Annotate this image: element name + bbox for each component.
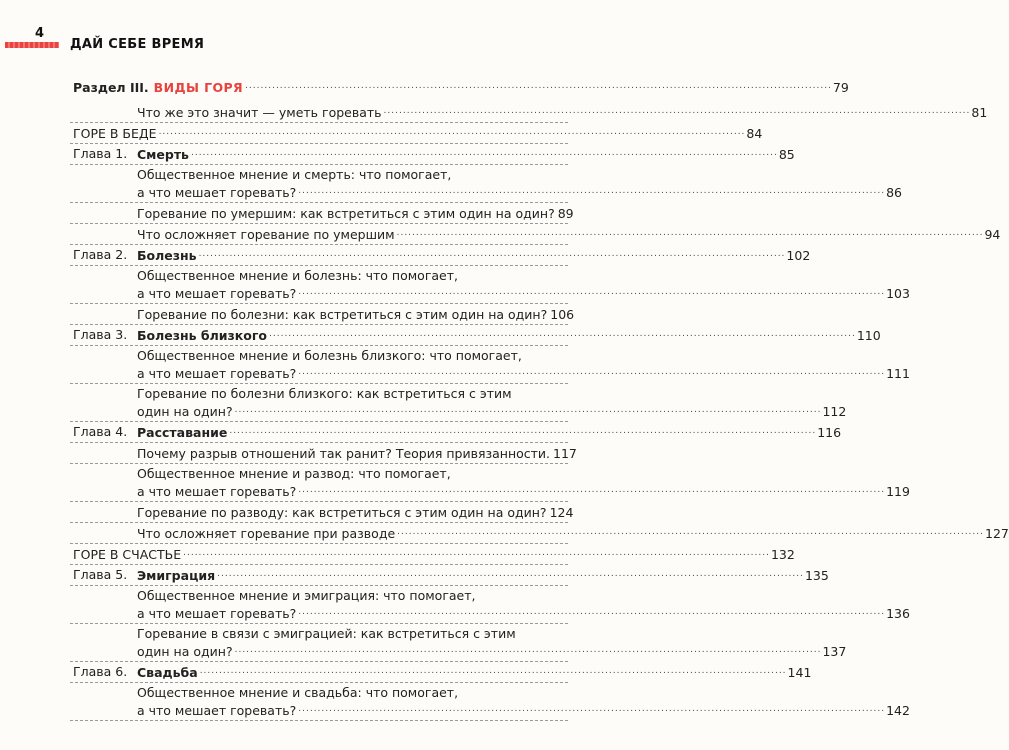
leader-dots: ........................................................................................................................................................: [199, 666, 787, 676]
chapter-label: Глава 3.: [73, 327, 128, 342]
toc-chapter: [0, 247, 811, 263]
entry-title: Горевание по умершим: как встретиться с этим один на один?: [137, 206, 555, 221]
page-ref: 106: [550, 307, 575, 322]
page-ref: 86: [886, 185, 903, 200]
toc-chapter: [0, 424, 842, 440]
entry-title-line1: Горевание в связи с эмиграцией: как встретиться с этим: [137, 626, 516, 641]
toc-chapter: [0, 327, 881, 343]
page-ref: 84: [746, 126, 763, 141]
leader-dots: ........................................................................................................................................................: [234, 645, 822, 655]
page-ref: 103: [886, 286, 910, 301]
divider: [70, 164, 568, 165]
toc-entry: [0, 483, 910, 499]
toc-entry-line: [0, 685, 600, 700]
toc-entry: [0, 285, 910, 301]
toc-entry: [0, 702, 910, 718]
leader-dots: ........................................................................................................................................................: [298, 607, 886, 617]
leader-dots: ........................................................................................................................................................: [298, 287, 886, 297]
toc-entry: [0, 184, 903, 200]
toc-section: [0, 125, 763, 141]
leader-dots: ........................................................................................................................................................: [217, 569, 804, 579]
page-ref: 124: [549, 505, 574, 520]
entry-title-line2: а что мешает горевать?: [137, 185, 297, 200]
entry-title: Горевание по болезни: как встретиться с этим один на один?: [137, 307, 548, 322]
entry-title-line2: а что мешает горевать?: [137, 484, 297, 499]
page-ref: 137: [822, 644, 847, 659]
chapter-title: Болезнь близкого: [137, 328, 267, 343]
toc-entry: [0, 605, 910, 621]
toc-entry-line: [0, 268, 600, 283]
entry-title-line1: Горевание по болезни близкого: как встретиться с этим: [137, 386, 512, 401]
page-ref: 135: [804, 568, 829, 583]
section-title: ГОРЕ В БЕДЕ: [73, 126, 157, 141]
page-ref: 112: [822, 404, 847, 419]
divider: [70, 463, 568, 464]
leader-dots: ........................................................................................................................................................: [396, 228, 984, 238]
toc-entry: [0, 445, 600, 460]
entry-title-line1: Общественное мнение и болезнь близкого: что помогает,: [137, 348, 522, 363]
chapter-label: Глава 6.: [73, 664, 128, 679]
leader-dots: ........................................................................................................................................................: [198, 249, 786, 259]
leader-dots: ........................................................................................................................................................: [298, 367, 886, 377]
page-ref: 117: [553, 446, 577, 461]
chapter-title: Эмиграция: [137, 568, 216, 583]
divider: [70, 720, 568, 721]
divider: [70, 324, 568, 325]
entry-title: Что осложняет горевание по умершим: [137, 227, 395, 242]
page-ref: 116: [817, 425, 842, 440]
toc-part: [0, 79, 849, 95]
divider: [70, 682, 568, 683]
page-ref: 142: [886, 703, 910, 718]
leader-dots: ........................................................................................................................................................: [269, 329, 856, 339]
leader-dots: ........................................................................................................................................................: [245, 81, 832, 91]
page-ref: 136: [886, 606, 910, 621]
toc-section: [0, 546, 795, 562]
entry-title-line2: а что мешает горевать?: [137, 703, 297, 718]
toc-entry: [0, 104, 988, 120]
page-ref: 79: [832, 80, 849, 95]
entry-title-line1: Общественное мнение и развод: что помогает,: [137, 466, 451, 481]
divider: [70, 143, 568, 144]
divider: [70, 522, 568, 523]
chapter-label: Глава 5.: [73, 567, 128, 582]
toc-entry-line: [0, 386, 600, 401]
leader-dots: ........................................................................................................................................................: [183, 548, 770, 558]
chapter-label: Глава 2.: [73, 247, 128, 262]
toc-entry-line: [0, 348, 600, 363]
toc-entry-line: [0, 466, 600, 481]
part-title: ВИДЫ ГОРЯ: [153, 80, 244, 95]
toc-chapter: [0, 146, 795, 162]
divider: [70, 661, 568, 662]
toc-entry: [0, 306, 600, 321]
toc-entry: [0, 365, 910, 381]
leader-dots: ........................................................................................................................................................: [298, 704, 886, 714]
page-ref: 119: [886, 484, 910, 499]
divider: [70, 202, 568, 203]
entry-title: Почему разрыв отношений так ранит? Теория привязанности.: [137, 446, 551, 461]
leader-dots: ........................................................................................................................................................: [158, 127, 746, 137]
chapter-label: Глава 4.: [73, 424, 128, 439]
page-number: 4: [35, 26, 45, 41]
page-ref: 102: [786, 248, 811, 263]
leader-dots: ........................................................................................................................................................: [298, 186, 886, 196]
leader-dots: ........................................................................................................................................................: [298, 485, 886, 495]
entry-title-line2: а что мешает горевать?: [137, 286, 297, 301]
red-marker-decoration: [5, 42, 59, 48]
part-label: Раздел III.: [73, 80, 149, 95]
leader-dots: ........................................................................................................................................................: [234, 405, 822, 415]
divider: [70, 501, 568, 502]
page-ref: 111: [886, 366, 910, 381]
page-ref: 127: [985, 526, 1009, 541]
toc-chapter: [0, 567, 829, 583]
page-ref: 85: [778, 147, 795, 162]
divider: [70, 543, 568, 544]
entry-title-line1: Общественное мнение и болезнь: что помогает,: [137, 268, 458, 283]
divider: [70, 122, 568, 123]
leader-dots: ........................................................................................................................................................: [397, 527, 985, 537]
chapter-title: Болезнь: [137, 248, 197, 263]
entry-title: Горевание по разводу: как встретиться с этим один на один?: [137, 505, 547, 520]
divider: [70, 623, 568, 624]
toc-entry: [0, 643, 847, 659]
toc-entry: [0, 403, 847, 419]
toc-entry-line: [0, 626, 600, 641]
page-ref: 132: [770, 547, 795, 562]
book-title: ДАЙ СЕБЕ ВРЕМЯ: [70, 37, 205, 52]
toc-chapter: [0, 664, 812, 680]
entry-title-line2: один на один?: [137, 404, 233, 419]
toc-entry-line: [0, 167, 600, 182]
divider: [70, 345, 568, 346]
entry-title: Что же это значит — уметь горевать: [137, 105, 382, 120]
entry-title-line1: Общественное мнение и эмиграция: что помогает,: [137, 588, 476, 603]
divider: [70, 383, 568, 384]
entry-title-line2: а что мешает горевать?: [137, 606, 297, 621]
entry-title-line2: один на один?: [137, 644, 233, 659]
toc-entry: [0, 504, 600, 519]
toc-entry: [0, 525, 1009, 541]
divider: [70, 265, 568, 266]
toc-entry: [0, 226, 1001, 242]
divider: [70, 421, 568, 422]
leader-dots: ........................................................................................................................................................: [190, 148, 778, 158]
toc-entry-line: [0, 588, 600, 603]
divider: [70, 585, 568, 586]
chapter-title: Смерть: [137, 147, 189, 162]
leader-dots: ........................................................................................................................................................: [383, 106, 971, 116]
divider: [70, 564, 568, 565]
entry-title-line1: Общественное мнение и смерть: что помогает,: [137, 167, 452, 182]
entry-title-line2: а что мешает горевать?: [137, 366, 297, 381]
page-header: [0, 0, 600, 70]
page-ref: 94: [984, 227, 1001, 242]
page-ref: 141: [787, 665, 812, 680]
section-title: ГОРЕ В СЧАСТЬЕ: [73, 547, 182, 562]
toc-entry: [0, 205, 600, 220]
entry-title-line1: Общественное мнение и свадьба: что помогает,: [137, 685, 459, 700]
entry-title: Что осложняет горевание при разводе: [137, 526, 396, 541]
page-ref: 89: [557, 206, 574, 221]
page-ref: 110: [856, 328, 881, 343]
chapter-title: Расставание: [137, 425, 228, 440]
page-ref: 81: [971, 105, 988, 120]
divider: [70, 244, 568, 245]
divider: [70, 442, 568, 443]
leader-dots: ........................................................................................................................................................: [229, 426, 817, 436]
divider: [70, 303, 568, 304]
chapter-label: Глава 1.: [73, 146, 128, 161]
chapter-title: Свадьба: [137, 665, 198, 680]
divider: [70, 223, 568, 224]
